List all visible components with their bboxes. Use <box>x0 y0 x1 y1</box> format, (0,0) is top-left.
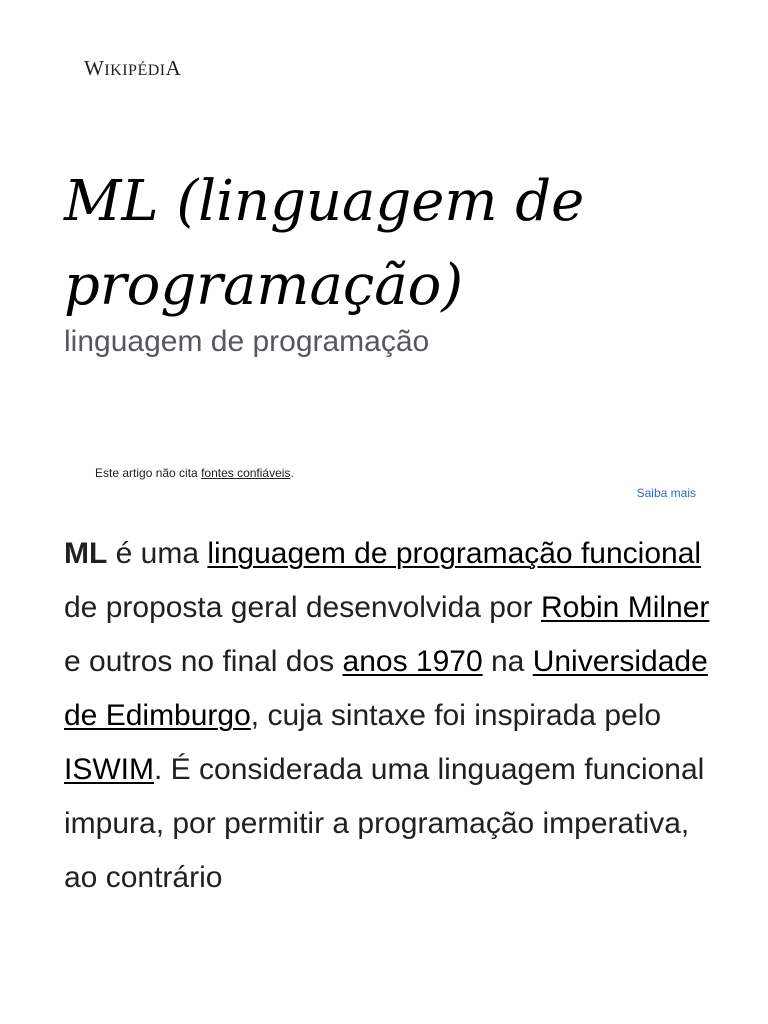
iswim-link[interactable]: ISWIM <box>64 753 154 786</box>
learn-more-link[interactable]: Saiba mais <box>636 486 696 500</box>
robin-milner-link[interactable]: Robin Milner <box>540 591 710 624</box>
reliable-sources-link[interactable]: fontes confiáveis <box>201 466 291 480</box>
unsourced-notice <box>95 465 700 505</box>
notice-text-before: Este artigo não cita <box>95 466 202 480</box>
lead-text-5: , cuja sintaxe foi inspirada pelo <box>250 699 662 732</box>
1970s-link[interactable]: anos 1970 <box>342 645 483 678</box>
university-of-edinburgh-link[interactable]: Universidade de Edimburgo <box>64 645 708 732</box>
lead-text-6: . É considerada uma linguagem funcional impura, por permitir a programação imperativa, ao contrário <box>64 753 705 894</box>
lead-text-3: e outros no final dos <box>64 645 343 678</box>
wordmark-final: A <box>165 56 182 80</box>
page-title: ML (linguagem de programação) <box>64 169 585 318</box>
lead-text-4: na <box>482 645 533 678</box>
page-subtitle: linguagem de programação <box>64 325 430 358</box>
notice-text-after: . <box>290 466 294 480</box>
functional-programming-language-link[interactable]: linguagem de programação funcional <box>207 537 702 570</box>
wordmark-middle: IKIPÉDI <box>104 62 166 79</box>
article-lead-paragraph <box>64 527 714 905</box>
notice-text <box>95 465 294 481</box>
wikipedia-wordmark[interactable] <box>84 56 181 81</box>
article-subject: ML <box>64 537 108 570</box>
wordmark-initial: W <box>84 56 105 80</box>
lead-text-1: é uma <box>107 537 208 570</box>
lead-text-2: de proposta geral desenvolvida por <box>64 591 541 624</box>
